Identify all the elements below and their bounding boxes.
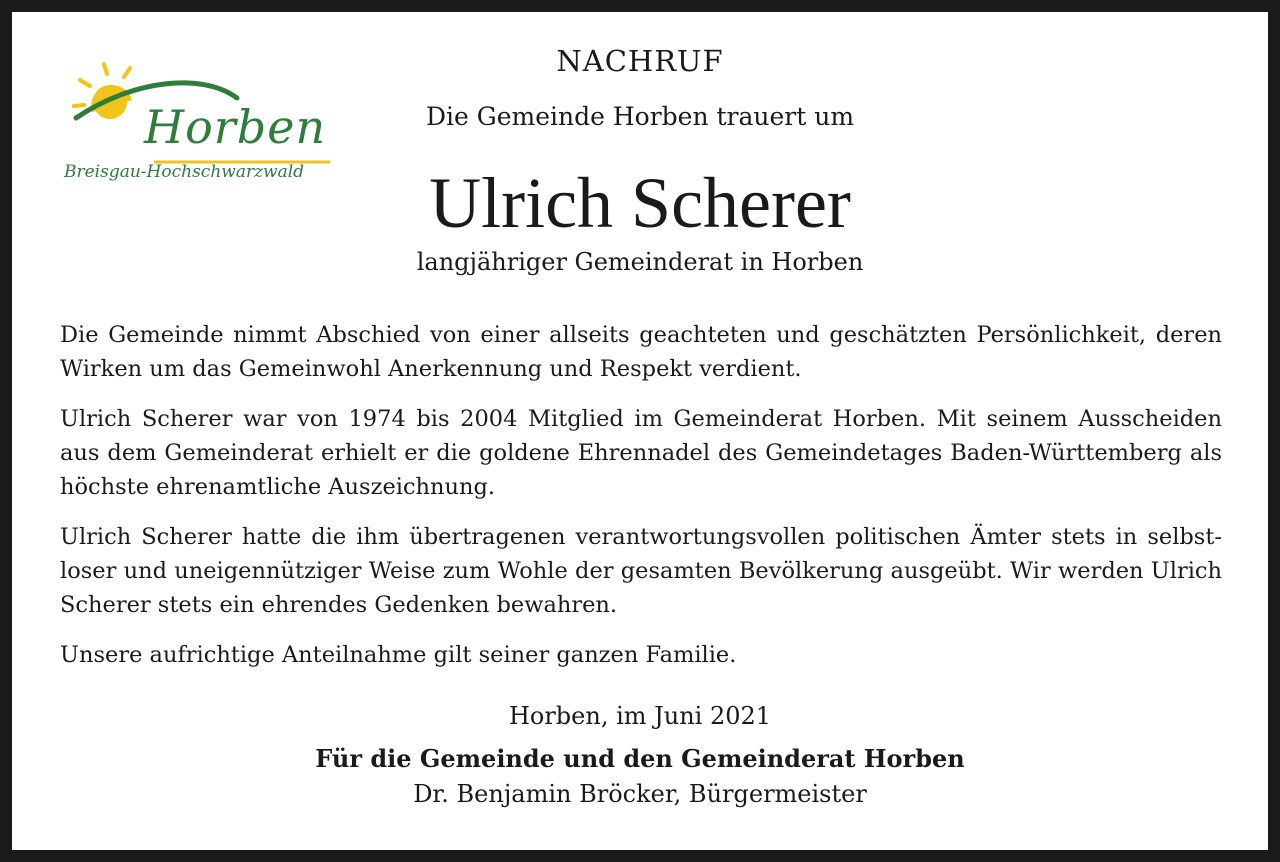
intro-line: Die Gemeinde Horben trauert um: [425, 102, 855, 131]
logo-wordmark: Horben: [144, 100, 327, 154]
body-paragraph: Ulrich Scherer war von 1974 bis 2004 Mitglied im Gemeinderat Horben. Mit seinem Ausscheiden aus dem Gemeinderat erhielt er die goldene Ehrennadel des Gemeindetages Baden-Württemberg als höchste ehrenamtliche Auszeichnung.: [60, 406, 1222, 500]
logo-region: Breisgau-Hochschwarzwald: [64, 162, 305, 182]
deceased-role: langjähriger Gemeinderat in Horben: [416, 248, 864, 276]
body-paragraph: Die Gemeinde nimmt Abschied von einer allseits geachteten und geschätzten Persönlichkeit, deren Wirken um das Gemeinwohl Anerkennung und Respekt verdient.: [60, 322, 1222, 382]
notice-heading: NACHRUF: [556, 44, 724, 78]
signature-on-behalf: Für die Gemeinde und den Gemeinderat Horben: [315, 744, 965, 773]
signature-signer: Dr. Benjamin Bröcker, Bürgermeister: [413, 780, 867, 808]
body-paragraph: Ulrich Scherer hatte die ihm übertragenen verantwortungsvollen politischen Ämter stets in selbstloser und uneigennütziger Weise zum Wohle der gesamten Bevölkerung ausgeübt. Wir werden Ulrich Scherer stets ein ehrendes Gedenken bewahren.: [60, 524, 1222, 618]
place-date: Horben, im Juni 2021: [508, 702, 772, 730]
body-paragraph: Unsere aufrichtige Anteilnahme gilt seiner ganzen Familie.: [60, 642, 737, 668]
notice-body: [60, 318, 1222, 688]
obituary-notice: [12, 12, 1268, 850]
deceased-name: Ulrich Scherer: [429, 163, 851, 243]
